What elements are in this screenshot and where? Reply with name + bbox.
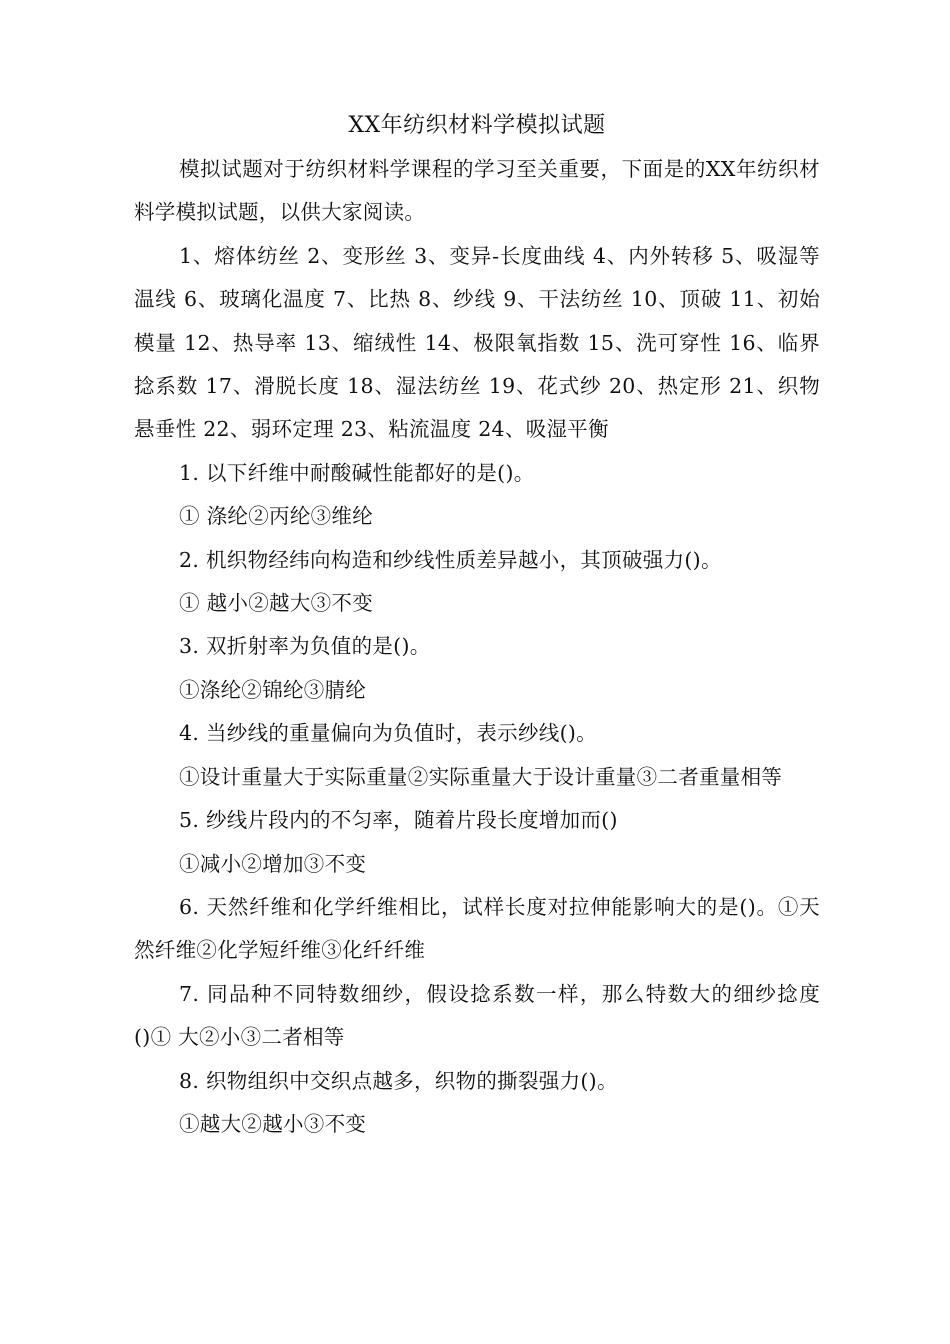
question-7: 7. 同品种不同特数细纱，假设捻系数一样，那么特数大的细纱捻度()① 大②小③二者相等 bbox=[134, 981, 820, 1050]
question-2-options: ① 越小②越大③不变 bbox=[179, 591, 374, 616]
question-4-options: ①设计重量大于实际重量②实际重量大于设计重量③二者重量相等 bbox=[179, 764, 783, 789]
question-8-options: ①越大②越小③不变 bbox=[179, 1111, 367, 1136]
question-8: 8. 织物组织中交织点越多，织物的撕裂强力()。 bbox=[179, 1068, 618, 1093]
question-1-options: ① 涤纶②丙纶③维纶 bbox=[179, 504, 374, 529]
question-4: 4. 当纱线的重量偏向为负值时，表示纱线()。 bbox=[179, 721, 597, 746]
question-6: 6. 天然纤维和化学纤维相比，试样长度对拉伸能影响大的是()。①天然纤维②化学短纤维③化纤纤维 bbox=[134, 894, 820, 963]
question-3-options: ①涤纶②锦纶③腈纶 bbox=[179, 677, 367, 702]
terms-paragraph: 1、熔体纺丝 2、变形丝 3、变异-长度曲线 4、内外转移 5、吸湿等温线 6、玻璃化温度 7、比热 8、纱线 9、干法纺丝 10、顶破 11、初始模量 12、热导率 13、缩绒性 14、极限氧指数 15、洗可穿性 16、临界捻系数 17、滑脱长度 18、湿法纺丝 19、花式纱 20、热定形 21、织物悬垂性 22、弱环定理 23、粘流温度 24、吸湿平衡 bbox=[134, 243, 820, 442]
question-5-options: ①减小②增加③不变 bbox=[179, 851, 367, 876]
question-3: 3. 双折射率为负值的是()。 bbox=[179, 634, 431, 659]
question-2: 2. 机织物经纬向构造和纱线性质差异越小，其顶破强力()。 bbox=[179, 547, 722, 572]
document-title: XX年纺织材料学模拟试题 bbox=[348, 113, 606, 138]
intro-paragraph: 模拟试题对于纺织材料学课程的学习至关重要，下面是的XX年纺织材料学模拟试题，以供大家阅读。 bbox=[134, 157, 820, 225]
question-1: 1. 以下纤维中耐酸碱性能都好的是()。 bbox=[179, 460, 535, 485]
question-5: 5. 纱线片段内的不匀率，随着片段长度增加而() bbox=[179, 808, 618, 833]
